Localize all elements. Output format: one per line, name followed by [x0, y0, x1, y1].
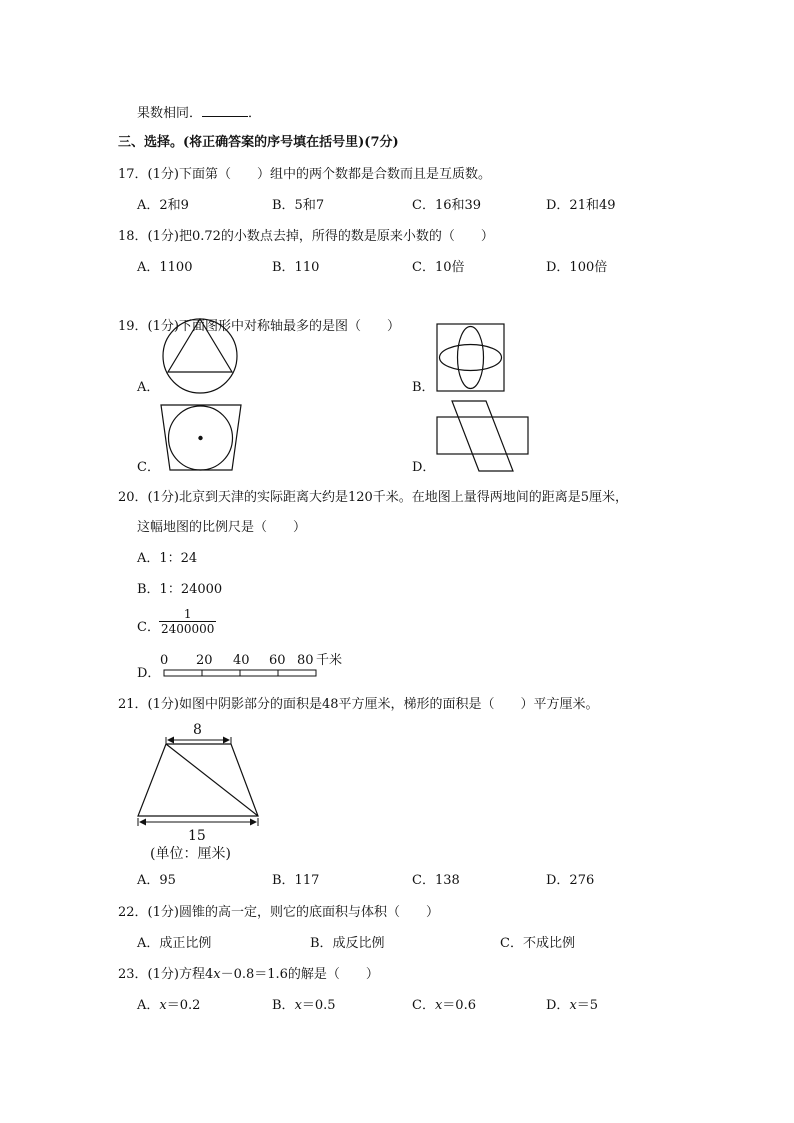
q23-option-c-value: ＝0.6 — [442, 998, 476, 1013]
q20-stem-line2: 这幅地图的比例尺是（ ） — [137, 520, 307, 535]
q23-option-c[interactable] — [412, 998, 476, 1014]
scale-tick-label-20: 20 — [196, 653, 213, 668]
q23-option-a-var: x — [159, 998, 167, 1013]
q21-trapezoid-figure — [134, 734, 264, 830]
q23-option-a-value: ＝0.2 — [166, 998, 201, 1013]
q17-option-b[interactable]: B．5和7 — [272, 198, 325, 213]
q20-option-b[interactable]: B．1：24000 — [137, 582, 223, 597]
q23-option-b-value: ＝0.5 — [301, 998, 336, 1013]
q16-tail — [137, 105, 261, 122]
q21-stem: 21．(1分)如图中阴影部分的面积是48平方厘米，梯形的面积是（ ）平方厘米。 — [118, 697, 599, 712]
q18-option-b[interactable]: B．110 — [272, 260, 320, 275]
q19-option-c[interactable]: C． — [137, 460, 160, 475]
q16-answer-blank[interactable] — [202, 105, 248, 117]
fraction-numerator: 1 — [159, 607, 216, 622]
fraction-denominator: 2400000 — [161, 622, 215, 636]
q17-option-a[interactable]: A．2和9 — [137, 198, 189, 213]
q23-option-b-var: x — [294, 998, 302, 1013]
q19-option-b[interactable]: B． — [412, 380, 435, 395]
q23-option-a-label: A． — [137, 998, 160, 1013]
q21-unit-note: (单位：厘米) — [150, 846, 231, 862]
q20-option-a[interactable]: A．1：24 — [137, 551, 198, 566]
q22-option-b[interactable]: B．成反比例 — [310, 936, 385, 951]
q18-option-c[interactable]: C．10倍 — [412, 260, 465, 275]
scale-tick-label-40: 40 — [233, 653, 250, 668]
q19-stem: 19．(1分)下面图形中对称轴最多的是图（ ） — [118, 319, 400, 334]
q18-stem: 18．(1分)把0.72的小数点去掉，所得的数是原来小数的（ ） — [118, 229, 494, 244]
q23-stem-post: －0.8＝1.6的解是（ ） — [220, 967, 379, 982]
figure-c-trapezoid-circle — [160, 403, 242, 473]
q18-option-a[interactable]: A．1100 — [137, 260, 193, 275]
section-heading: 三、选择。(将正确答案的序号填在括号里)(7分) — [118, 135, 399, 150]
scale-tick-label-60: 60 — [269, 653, 286, 668]
q16-text: 果数相同． — [137, 106, 203, 121]
q20-option-d[interactable]: D． — [137, 666, 161, 681]
scale-tick-label-0: 0 — [160, 653, 169, 668]
q23-option-c-var: x — [434, 998, 443, 1013]
q21-option-b[interactable]: B．117 — [272, 873, 320, 888]
scale-tick-label-80: 80 — [297, 653, 314, 668]
q21-option-a[interactable]: A．95 — [137, 873, 176, 888]
q21-option-c[interactable]: C．138 — [412, 873, 460, 888]
q18-option-d[interactable]: D．100倍 — [546, 260, 608, 275]
q23-option-a[interactable] — [137, 998, 200, 1014]
q23-option-b-label: B． — [272, 998, 295, 1013]
scale-unit: 千米 — [316, 653, 343, 668]
q23-option-d-label: D． — [546, 998, 570, 1013]
q20-option-c-fraction — [159, 607, 216, 636]
q23-option-d-var: x — [569, 998, 577, 1013]
q23-option-b[interactable] — [272, 998, 336, 1014]
q19-option-a[interactable]: A． — [137, 380, 160, 395]
q23-option-d[interactable] — [546, 998, 598, 1014]
q23-stem-variable: x — [213, 967, 221, 982]
q16-end: ． — [248, 106, 262, 121]
q21-bottom-length: 15 — [188, 828, 206, 844]
q23-stem-pre: 23．(1分)方程4 — [118, 967, 214, 982]
q17-stem: 17．(1分)下面第（ ）组中的两个数都是合数而且是互质数。 — [118, 167, 491, 182]
scale-bar — [163, 669, 319, 679]
figure-d-rect-parallelogram — [436, 400, 530, 474]
q22-option-c[interactable]: C．不成比例 — [500, 936, 575, 951]
figure-a-circle-triangle — [160, 316, 240, 396]
q22-stem: 22．(1分)圆锥的高一定，则它的底面积与体积（ ） — [118, 905, 439, 920]
q23-option-c-label: C． — [412, 998, 435, 1013]
q20-option-c[interactable]: C． — [137, 620, 160, 635]
q19-option-d[interactable]: D． — [412, 460, 436, 475]
q17-option-d[interactable]: D．21和49 — [546, 198, 616, 213]
q22-option-a[interactable]: A．成正比例 — [137, 936, 212, 951]
figure-b-square-ellipses — [436, 323, 506, 393]
q23-stem — [118, 967, 379, 983]
q23-option-d-value: ＝5 — [576, 998, 599, 1013]
q21-option-d[interactable]: D．276 — [546, 873, 595, 888]
q20-stem-line1: 20．(1分)北京到天津的实际距离大约是120千米。在地图上量得两地间的距离是5厘米， — [118, 490, 629, 505]
q17-option-c[interactable]: C．16和39 — [412, 198, 482, 213]
q21-top-length: 8 — [193, 722, 202, 738]
